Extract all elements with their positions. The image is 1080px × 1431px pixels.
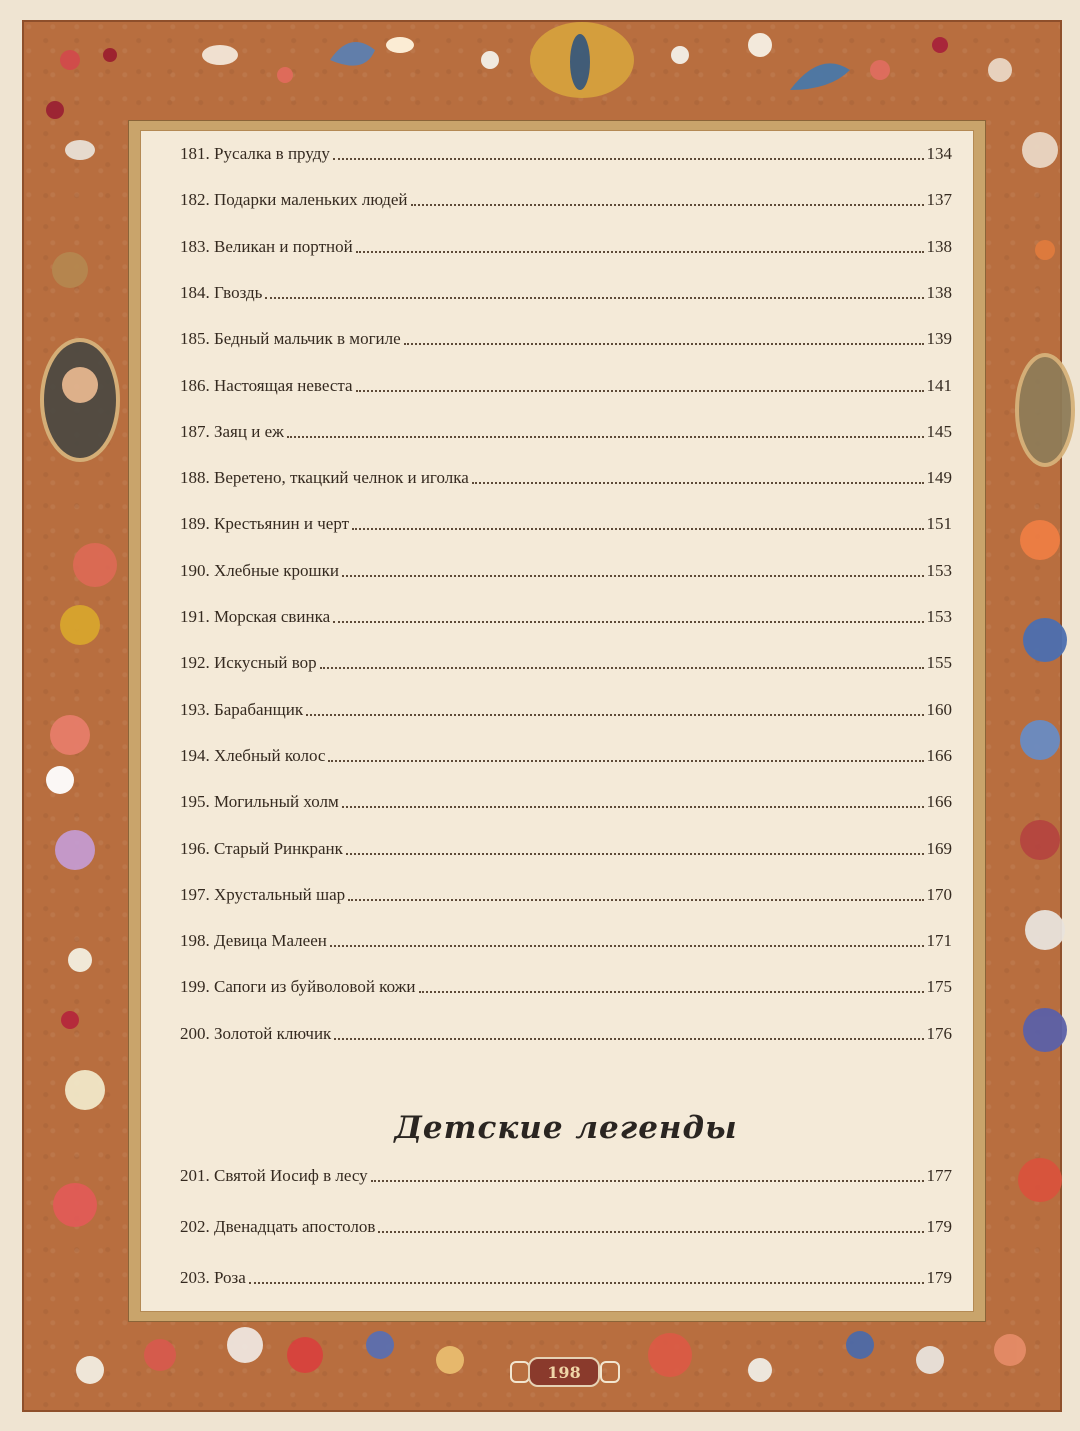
toc-entry-title: 198. Девица Малеен	[180, 931, 327, 951]
toc-entry-page: 166	[926, 745, 952, 765]
toc-entry	[180, 1021, 952, 1045]
dot-leader	[249, 1281, 924, 1284]
toc-entry-page: 153	[926, 560, 952, 580]
dot-leader	[333, 157, 924, 160]
toc-entry	[180, 928, 952, 952]
dot-leader	[334, 1037, 923, 1040]
toc-entry-title: 203. Роза	[180, 1268, 246, 1287]
badge-ornament-left	[510, 1361, 530, 1383]
toc-entry-title: 190. Хлебные крошки	[180, 560, 339, 580]
toc-entry-title: 194. Хлебный колос	[180, 745, 326, 765]
section-heading: Детские легенды	[394, 1110, 738, 1146]
dot-leader	[265, 296, 923, 299]
toc-entry-title: 197. Хрустальный шар	[180, 884, 346, 904]
page-number: 198	[528, 1357, 600, 1387]
toc-entry-title: 196. Старый Ринкранк	[180, 838, 343, 858]
dot-leader	[356, 389, 924, 392]
toc-entry	[180, 789, 952, 813]
toc-entry-page: 138	[926, 282, 952, 302]
toc-entry-title: 189. Крестьянин и черт	[180, 514, 350, 534]
toc-entry-page: 179	[926, 1268, 952, 1287]
toc-entry	[180, 187, 952, 211]
toc-entry-title: 186. Настоящая невеста	[180, 375, 353, 395]
dot-leader	[306, 713, 923, 716]
toc-entry	[180, 974, 952, 998]
toc-entry-page: 179	[926, 1217, 952, 1236]
toc-entry-title: 184. Гвоздь	[180, 282, 263, 302]
toc-entry-page: 141	[926, 375, 952, 395]
toc-entry	[180, 1214, 952, 1238]
toc-entry	[180, 465, 952, 489]
dot-leader	[472, 481, 924, 484]
toc-entry-page: 139	[926, 329, 952, 349]
toc-entry-title: 192. Искусный вор	[180, 653, 317, 673]
toc-entry-page: 171	[926, 931, 952, 951]
dot-leader	[404, 342, 924, 345]
toc-entry-page: 176	[926, 1023, 952, 1043]
dot-leader	[352, 527, 923, 530]
badge-ornament-right	[600, 1361, 620, 1383]
toc-entry	[180, 373, 952, 397]
toc-entry	[180, 141, 952, 165]
toc-entry-title: 195. Могильный холм	[180, 792, 339, 812]
toc-entry	[180, 419, 952, 443]
toc-entry-title: 181. Русалка в пруду	[180, 144, 330, 163]
toc-entry	[180, 326, 952, 350]
dot-leader	[330, 944, 924, 947]
toc-entry-title: 202. Двенадцать апостолов	[180, 1217, 376, 1236]
toc-entry	[180, 511, 952, 535]
toc-entry-page: 145	[926, 421, 952, 441]
toc-entry-title: 200. Золотой ключик	[180, 1023, 332, 1043]
toc-entry-page: 175	[926, 977, 952, 997]
toc-entry	[180, 697, 952, 721]
toc-entry-page: 153	[926, 607, 952, 626]
toc-entry	[180, 836, 952, 860]
toc-entry-page: 151	[926, 514, 952, 534]
toc-entry-page: 170	[926, 884, 952, 904]
toc-entry-page: 160	[926, 699, 952, 719]
toc-entry-title: 191. Морская свинка	[180, 607, 331, 626]
dot-leader	[378, 1230, 923, 1233]
toc-entry	[180, 280, 952, 304]
toc-entry-page: 155	[926, 653, 952, 673]
toc-entry-page: 137	[926, 190, 952, 210]
toc-entry-title: 185. Бедный мальчик в могиле	[180, 329, 401, 349]
dot-leader	[419, 990, 924, 993]
dot-leader	[356, 250, 924, 253]
dot-leader	[342, 574, 924, 577]
toc-entry-title: 199. Сапоги из буйволовой кожи	[180, 977, 416, 997]
dot-leader	[320, 666, 924, 669]
toc-entry	[180, 650, 952, 674]
dot-leader	[411, 203, 924, 206]
dot-leader	[333, 620, 923, 623]
toc-entry	[180, 1163, 952, 1187]
toc-entry-page: 169	[926, 838, 952, 858]
dot-leader	[348, 898, 923, 901]
toc-entry	[180, 604, 952, 628]
dot-leader	[287, 435, 924, 438]
toc-entry	[180, 743, 952, 767]
toc-entry-page: 134	[926, 144, 952, 163]
toc-entry-page: 166	[926, 792, 952, 812]
toc-entry-title: 201. Святой Иосиф в лесу	[180, 1166, 368, 1185]
dot-leader	[342, 805, 924, 808]
toc-entry-title: 193. Барабанщик	[180, 699, 304, 719]
toc-entry	[180, 1265, 952, 1289]
toc-entry-title: 183. Великан и портной	[180, 236, 353, 256]
toc-entry-page: 177	[926, 1166, 952, 1185]
toc-entry-title: 187. Заяц и еж	[180, 421, 284, 441]
dot-leader	[371, 1179, 924, 1182]
dot-leader	[328, 759, 923, 762]
toc-entry	[180, 558, 952, 582]
toc-entry	[180, 882, 952, 906]
toc-entry-page: 149	[926, 468, 952, 488]
toc-entry	[180, 234, 952, 258]
toc-entry-page: 138	[926, 236, 952, 256]
toc-entry-title: 188. Веретено, ткацкий челнок и иголка	[180, 468, 469, 488]
dot-leader	[346, 852, 924, 855]
toc-entry-title: 182. Подарки маленьких людей	[180, 190, 408, 210]
